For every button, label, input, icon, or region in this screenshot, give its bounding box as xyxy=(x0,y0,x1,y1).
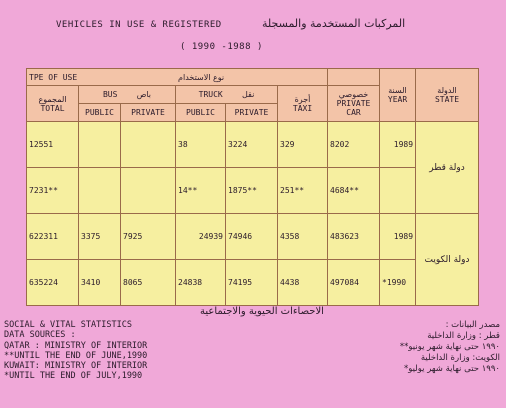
sub-bus-private: PRIVATE xyxy=(121,104,176,122)
cell-bus-public: 3410 xyxy=(79,260,121,306)
type-of-use-header xyxy=(27,69,328,86)
cell-total: 12551 xyxy=(27,122,79,168)
cell-truck-public: 38 xyxy=(176,122,226,168)
sources-ar-line: قطر : وزارة الداخلية xyxy=(427,331,500,341)
title-arabic: المركبات المستخدمة والمسجلة xyxy=(262,17,406,30)
cell-private-car: 4684** xyxy=(328,168,380,214)
header-total: المجموع TOTAL xyxy=(27,86,79,122)
header-blank xyxy=(328,69,380,86)
sources-ar-line: ١٩٩٠ حتى نهاية شهر يوليو* xyxy=(403,364,500,374)
cell-truck-private: 1875** xyxy=(226,168,278,214)
header-year: السنة YEAR xyxy=(380,69,416,122)
sources-ar-line: ١٩٩٠ حتى نهاية شهر يونيو** xyxy=(399,342,500,352)
cell-bus-private: 8065 xyxy=(121,260,176,306)
year-range: ( 1990 -1988 ) xyxy=(180,42,263,52)
cell-taxi: 329 xyxy=(278,122,328,168)
cell-truck-public: 24838 xyxy=(176,260,226,306)
sources-title-arabic: الاحصاءات الحيوية والاجتماعية xyxy=(200,306,324,317)
header-bus: BUS باص xyxy=(79,86,176,104)
table-row xyxy=(27,214,479,260)
sources-ar-line: مصدر البيانات : xyxy=(445,320,500,330)
table-row xyxy=(27,260,479,306)
cell-truck-private: 74946 xyxy=(226,214,278,260)
cell-private-car: 483623 xyxy=(328,214,380,260)
cell-truck-public: 24939 xyxy=(176,214,226,260)
header-private-car: خصوصي PRIVATE CAR xyxy=(328,86,380,122)
cell-private-car: 8202 xyxy=(328,122,380,168)
cell-total: 7231** xyxy=(27,168,79,214)
cell-bus-private xyxy=(121,122,176,168)
sources-english: SOCIAL & VITAL STATISTICS DATA SOURCES : QATAR : MINISTRY OF INTERIOR **UNTIL THE END OF JUNE,1990 KUWAIT: MINISTRY OF INTERIOR *UNTIL THE END OF JULY,1990 xyxy=(4,320,148,382)
type-of-use-ar: نوع الاستخدام xyxy=(178,72,225,82)
header-taxi: أجرة TAXI xyxy=(278,86,328,122)
sources-ar-line: الكويت: وزارة الداخلية xyxy=(420,353,500,363)
table-row xyxy=(27,168,479,214)
cell-year: 1989 xyxy=(380,122,416,168)
title-english: VEHICLES IN USE & REGISTERED xyxy=(56,20,222,30)
cell-taxi: 4438 xyxy=(278,260,328,306)
cell-bus-public xyxy=(79,122,121,168)
sources-arabic xyxy=(262,320,500,375)
state-kuwait: دولة الكويت xyxy=(416,214,479,306)
header-state: الدولة STATE xyxy=(416,69,479,122)
table-row xyxy=(27,122,479,168)
cell-truck-private: 3224 xyxy=(226,122,278,168)
header-truck: TRUCK نقل xyxy=(176,86,278,104)
cell-taxi: 4358 xyxy=(278,214,328,260)
sub-truck-private: PRIVATE xyxy=(226,104,278,122)
cell-bus-public xyxy=(79,168,121,214)
cell-total: 635224 xyxy=(27,260,79,306)
sub-bus-public: PUBLIC xyxy=(79,104,121,122)
vehicles-table xyxy=(26,68,479,306)
type-of-use-en: TPE OF USE xyxy=(29,72,78,82)
cell-bus-public: 3375 xyxy=(79,214,121,260)
cell-year xyxy=(380,168,416,214)
sub-truck-public: PUBLIC xyxy=(176,104,226,122)
state-qatar: دولة قطر xyxy=(416,122,479,214)
cell-bus-private xyxy=(121,168,176,214)
cell-total: 622311 xyxy=(27,214,79,260)
cell-taxi: 251** xyxy=(278,168,328,214)
cell-truck-public: 14** xyxy=(176,168,226,214)
cell-bus-private: 7925 xyxy=(121,214,176,260)
cell-private-car: 497084 xyxy=(328,260,380,306)
cell-year: 1989 xyxy=(380,214,416,260)
cell-truck-private: 74195 xyxy=(226,260,278,306)
cell-year: *1990 xyxy=(380,260,416,306)
